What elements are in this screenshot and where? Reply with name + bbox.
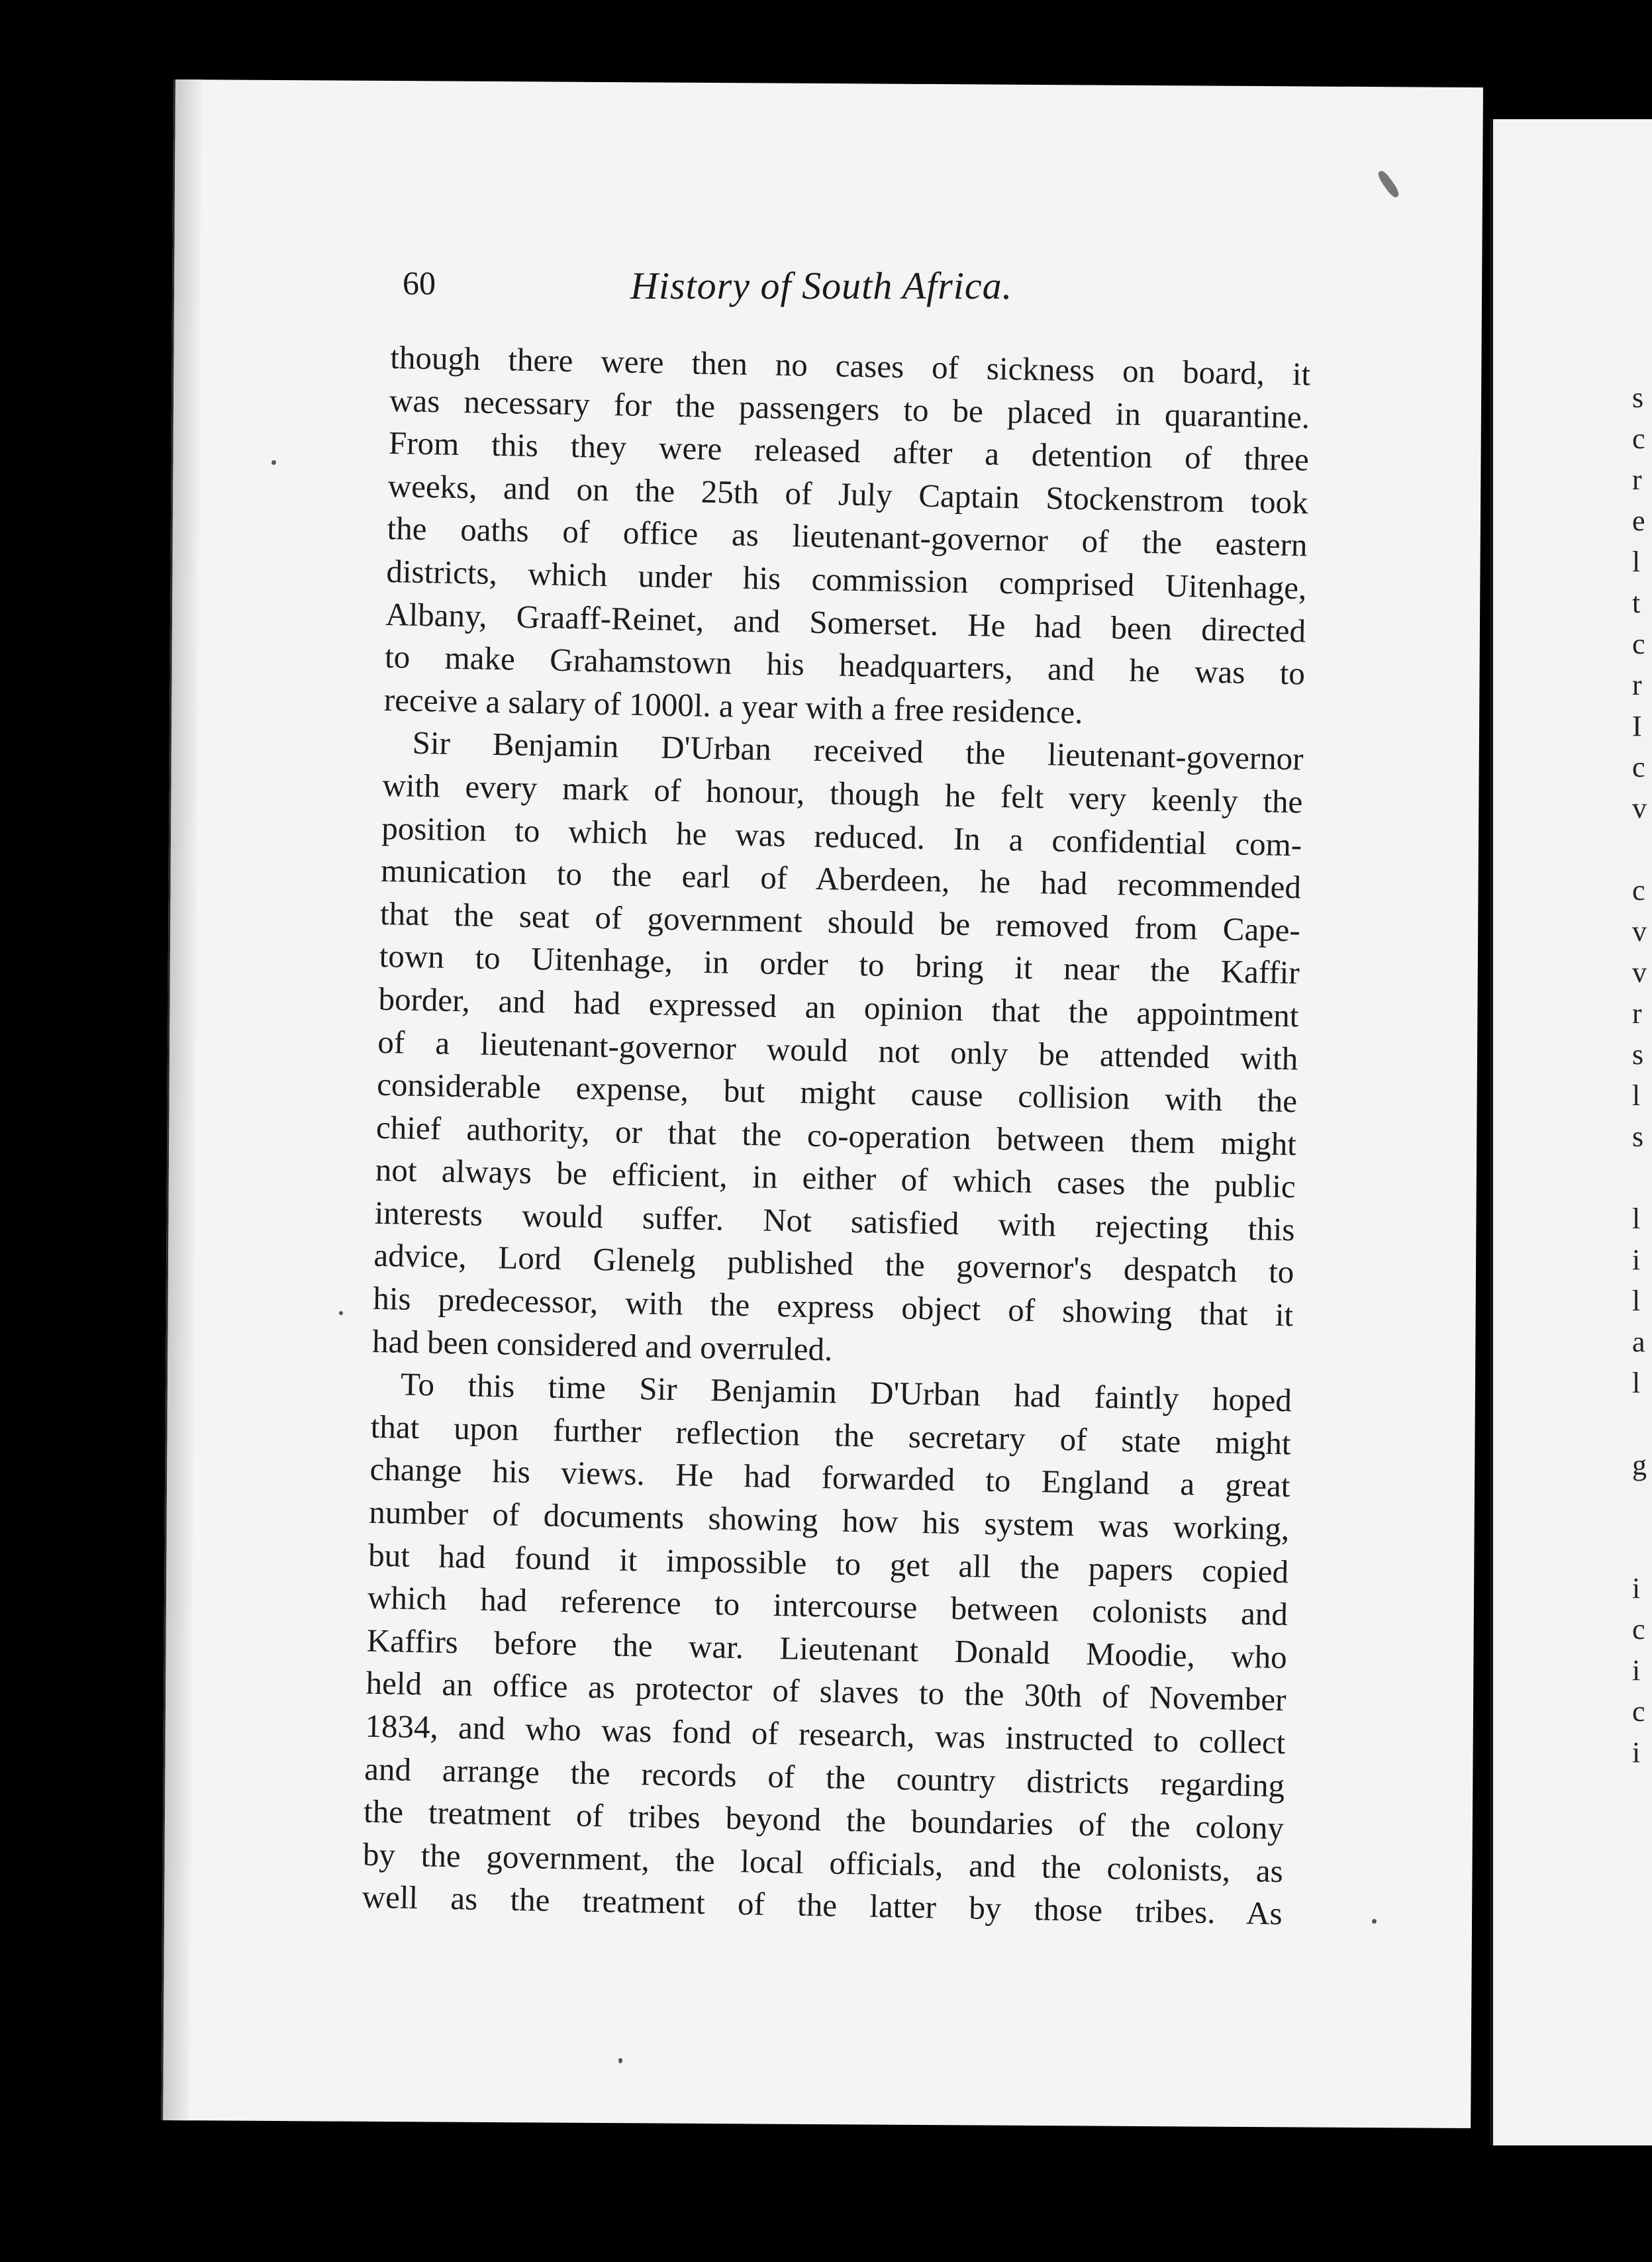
facing-page-letter: l — [1632, 1079, 1641, 1112]
text-line: town to Uitenhage, in order to bring it near the Kaffir — [379, 938, 1300, 991]
text-line: of a lieutenant-governor would not only be attended with — [377, 1023, 1298, 1077]
text-line: which had reference to intercourse between colonists and — [367, 1579, 1288, 1633]
text-line: the treatment of tribes beyond the boundaries of the colony — [363, 1793, 1285, 1847]
facing-page-letter: c — [1632, 1695, 1645, 1728]
ink-speck — [1372, 1919, 1377, 1924]
ink-speck — [618, 2058, 622, 2063]
facing-page-letter: i — [1632, 1572, 1641, 1604]
text-line: position to which he was reduced. In a confidential com- — [381, 809, 1302, 863]
facing-page-letter: e — [1632, 505, 1645, 537]
facing-page-letter — [1632, 1486, 1652, 1527]
facing-page-letter: c — [1632, 422, 1645, 455]
facing-page-letter: a — [1632, 1326, 1645, 1358]
facing-page-text-edge — [1632, 377, 1652, 1773]
text-line: that the seat of government should be removed from Cape- — [379, 895, 1301, 949]
text-line: Albany, Graaff-Reinet, and Somerset. He had been directed — [385, 595, 1306, 649]
facing-page-letter: s — [1632, 1038, 1644, 1071]
text-line: To this time Sir Benjamin D'Urban had faintly hoped — [400, 1365, 1292, 1419]
text-line: From this they were released after a detention of three — [388, 424, 1310, 478]
facing-page-letter: s — [1632, 381, 1644, 414]
facing-page-letter: t — [1632, 587, 1641, 619]
ink-speck — [339, 1311, 343, 1315]
facing-page-letter: s — [1632, 1120, 1644, 1153]
facing-page-letter: v — [1632, 915, 1647, 948]
text-line: munication to the earl of Aberdeen, he had recommended — [380, 852, 1302, 906]
facing-page-letter: v — [1632, 792, 1647, 824]
text-line: Sir Benjamin D'Urban received the lieutenant-governor — [412, 724, 1304, 777]
body-text — [362, 336, 1311, 1936]
text-line: was necessary for the passengers to be placed in quarantine. — [389, 381, 1310, 436]
text-line: held an office as protector of slaves to the 30th of November — [365, 1665, 1287, 1718]
text-line: change his views. He had forwarded to England a great — [369, 1451, 1290, 1504]
facing-page-letter: l — [1632, 1203, 1641, 1235]
text-line: but had found it impossible to get all the papers copied — [367, 1536, 1289, 1590]
facing-page-letter: g — [1632, 1449, 1647, 1481]
facing-page-letter — [1632, 1527, 1652, 1568]
facing-page-letter: r — [1632, 669, 1642, 701]
text-line: weeks, and on the 25th of July Captain Stockenstrom took — [387, 467, 1309, 521]
text-line: the oaths of office as lieutenant-governor of the eastern — [387, 510, 1308, 564]
facing-page-letter: i — [1632, 1736, 1641, 1769]
running-head: History of South Africa. — [630, 264, 1013, 307]
text-line: Kaffirs before the war. Lieutenant Donald Moodie, who — [366, 1622, 1288, 1675]
facing-page-letter: l — [1632, 546, 1641, 578]
facing-page-letter — [1632, 1404, 1652, 1445]
text-line: with every mark of honour, though he felt very keenly the — [382, 766, 1303, 820]
text-line: though there were then no cases of sickness on board, it — [389, 338, 1311, 393]
facing-page-letter: i — [1632, 1654, 1641, 1687]
facing-page-letter: r — [1632, 464, 1642, 496]
text-line: not always be efficient, in either of which cases the public — [375, 1152, 1296, 1205]
text-line: receive a salary of 1000l. a year with a free residence. — [383, 681, 1083, 730]
ink-speck — [271, 460, 276, 465]
text-line: his predecessor, with the express object of showing that it — [372, 1279, 1294, 1334]
text-line: chief authority, or that the co-operation between them might — [375, 1108, 1297, 1162]
facing-page — [1490, 119, 1652, 2145]
text-line: border, and had expressed an opinion that the appointment — [378, 980, 1299, 1034]
facing-page-letter: c — [1632, 628, 1645, 660]
text-line: interests would suffer. Not satisfied with rejecting this — [374, 1194, 1296, 1248]
facing-page-letter: v — [1632, 956, 1647, 989]
text-line: 1834, and who was fond of research, was instructed to collect — [365, 1707, 1286, 1761]
text-line: districts, which under his commission comprised Uitenhage, — [386, 552, 1307, 607]
facing-page-letter: c — [1632, 751, 1645, 783]
facing-page-letter: l — [1632, 1367, 1641, 1399]
text-line: to make Grahamstown his headquarters, and he was to — [384, 638, 1306, 692]
facing-page-letter — [1632, 829, 1652, 870]
facing-page-letter — [1632, 1157, 1652, 1199]
text-line: by the government, the local officials, and the colonists, as — [362, 1836, 1284, 1889]
text-line: and arrange the records of the country districts regarding — [364, 1750, 1285, 1804]
page-number: 60 — [403, 264, 436, 301]
text-line: advice, Lord Glenelg published the governor's despatch to — [373, 1237, 1294, 1291]
text-line: had been considered and overruled. — [371, 1322, 833, 1368]
text-line: number of documents showing how his system was working, — [368, 1493, 1290, 1548]
facing-page-letter: r — [1632, 997, 1642, 1030]
facing-page-letter: i — [1632, 1244, 1641, 1276]
facing-page-letter: I — [1632, 710, 1642, 742]
text-line: considerable expense, but might cause collision with the — [376, 1065, 1298, 1120]
facing-page-letter: c — [1632, 874, 1645, 907]
text-line: well as the treatment of the latter by those tribes. As — [362, 1878, 1283, 1932]
page-gutter-shadow — [163, 79, 202, 2120]
facing-page-letter: l — [1632, 1285, 1641, 1317]
text-line: that upon further reflection the secretary of state might — [370, 1408, 1292, 1462]
facing-page-letter: c — [1632, 1613, 1645, 1646]
